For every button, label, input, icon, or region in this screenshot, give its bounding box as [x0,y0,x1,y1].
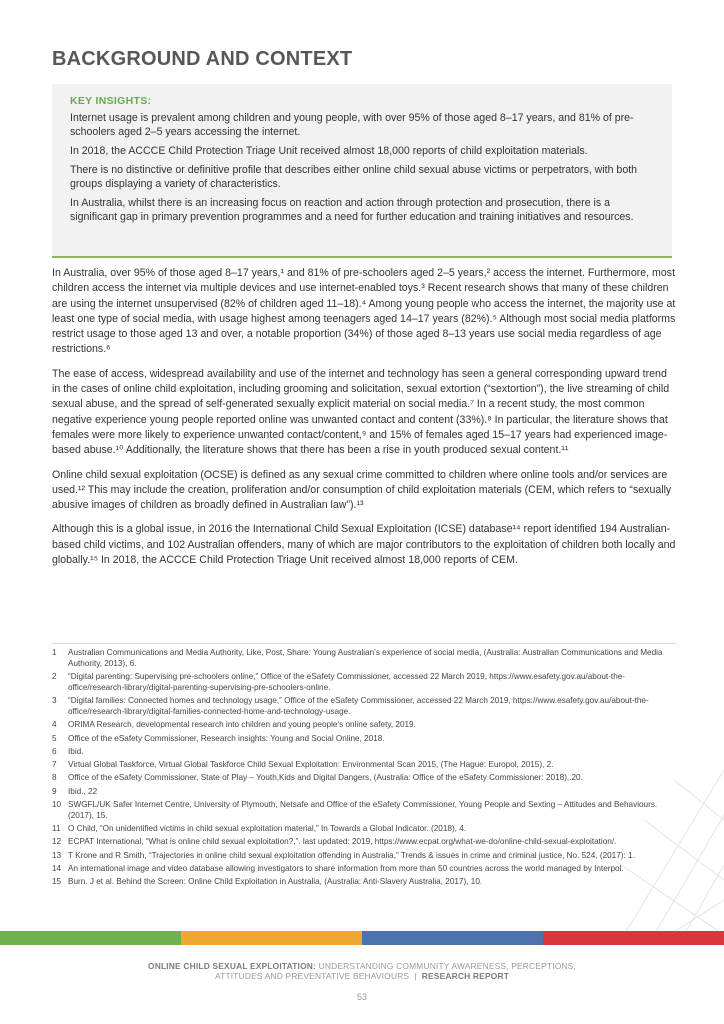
footnote-text: T Krone and R Smith, “Trajectories in online child sexual exploitation offending in Australia,” Trends & issues in crime and criminal justice, No. 524, (2017): 1. [68,850,635,860]
footnote [52,648,676,670]
footnote-text: ORIMA Research, developmental research into children and young people’s online safety, 2019. [68,720,416,730]
footnote-text: Office of the eSafety Commissioner, Research insights: Young and Social Online, 2018. [68,733,385,743]
footer-title-rest: UNDERSTANDING COMMUNITY AWARENESS, PERCEPTIONS, [318,961,576,971]
footnote-number: 4 [52,720,57,730]
footnote-number: 13 [52,850,62,860]
footnote-number: 10 [52,800,62,810]
footnote-number: 5 [52,733,57,743]
insight-item: In Australia, whilst there is an increasing focus on reaction and action through protection and prosecution, there is a significant gap in primary prevention programmes and a need for further education and training initiatives and resources. [70,197,634,223]
color-bar-blue [362,931,543,945]
insight-item: In 2018, the ACCCE Child Protection Triage Unit received almost 18,000 reports of child exploitation materials. [70,145,588,157]
footnote-text: O Child, “On unidentified victims in child sexual exploitation material,” In Towards a Global Indicator. (2018), 4. [68,824,467,834]
footnote [52,824,676,835]
footnote [52,720,676,731]
footnote-number: 1 [52,648,57,657]
footer-separator: | [414,971,417,981]
footnote [52,851,676,862]
footnote-number: 8 [52,773,57,783]
footnote-number: 6 [52,746,57,756]
key-insights-box [52,84,672,258]
footnote [52,787,676,798]
color-bar-green [0,931,181,945]
footnote-number: 9 [52,786,57,796]
footnote-text: Burn. J et al. Behind the Screen: Online Child Exploitation in Australia, (Australia: Anti-Slavery Australia, 2017), 10. [68,877,483,887]
page-title: BACKGROUND AND CONTEXT [52,48,353,70]
footnote [52,734,676,745]
footnote [52,747,676,758]
footnote-text: SWGFL/UK Safer Internet Centre, University of Plymouth, Netsafe and Office of the eSafety Commissioner, Young People and Sexting – Attitudes and Behaviours. (2017), 15. [68,800,658,820]
footnote-number: 7 [52,760,57,770]
footnote-number: 11 [52,824,61,834]
footnote [52,877,676,888]
footer-report-subtitle [0,971,724,981]
paragraph: Although this is a global issue, in 2016 the International Child Sexual Exploitation (ICSE) database¹⁴ report identified 194 Australian-based child victims, and 102 Australian offenders, many of which are major contributors to the exploitation of children both locally and globally.¹⁵ In 2018, the ACCCE Child Protection Triage Unit received almost 18,000 reports of CEM. [52,523,676,567]
footnote-text: Virtual Global Taskforce, Virtual Global Taskforce Child Sexual Exploitation: Environmental Scan 2015, (The Hague: Europol, 2015), 2. [68,760,554,770]
footnote-text: “Digital parenting: Supervising pre-schoolers online,” Office of the eSafety Commissioner, accessed 22 March 2019, https://www.esafety.gov.au/about-the-office/research-library/digital-parenting-supervising-pre-schoolers-online. [68,672,626,692]
footnotes [52,643,676,891]
footer-title-bold: ONLINE CHILD SEXUAL EXPLOITATION: [147,961,317,971]
footnote [52,696,676,718]
footnote [52,837,676,848]
footnote-number: 12 [52,837,62,847]
footnote [52,864,676,875]
footer-report-title [0,961,724,971]
color-bar-orange [181,931,362,945]
insight-item: There is no distinctive or definitive profile that describes either online child sexual abuse victims or perpetrators, with both groups displaying a variety of characteristics. [70,164,638,190]
footnote [52,672,676,694]
footnote-number: 14 [52,864,62,874]
paragraph: The ease of access, widespread availability and use of the internet and technology has seen a general corresponding upward trend in the cases of online child exploitation, including grooming and solicitation, sexual extortion (“sextortion”), the live streaming of child sexual abuse, and the spread of self-generated sexually explicit material on social media.⁷ In a recent study, the most common negative experience young people reported online was unwanted contact and content (33%).⁸ In particular, the literature shows that females were more likely to experience unwanted contact/content,⁹ and 15% of females aged 15–17 years had experienced image-based abuse.¹⁰ Additionally, the literature shows that there has been a rise in youth produced sexual content.¹¹ [52,367,670,457]
paragraph: Online child sexual exploitation (OCSE) is defined as any sexual crime committed to children where online tools and/or services are used.¹² This may include the creation, proliferation and/or consumption of child exploitation materials (CEM, which refers to “sexually abusive images of children as broadly defined in Australian law”).¹³ [52,468,672,512]
page-number: 53 [356,992,367,1002]
footnote [52,800,676,822]
color-bar [0,931,724,945]
key-insights-heading: KEY INSIGHTS: [70,95,152,107]
footnote-text: “Digital families: Connected homes and technology usage,” Office of the eSafety Commissioner, accessed 22 March 2019, https://www.esafety.gov.au/about-the-office/research-library/digital-families-connected-home-and-technology-usage. [68,696,649,716]
color-bar-red [543,931,724,945]
footnote-number: 2 [52,672,57,682]
footnote [52,773,676,784]
paragraph: In Australia, over 95% of those aged 8–17 years,¹ and 81% of pre-schoolers aged 2–5 years,² access the internet. Furthermore, most children access the internet via multiple devices and use internet-enabled toys.³ Recent research shows that many of these children are using the internet unsupervised (82% of children aged 11–18).⁴ Among young people who access the internet, the majority use at least one type of social media, with usage highest among teenagers aged 14–17 years (82%).⁵ Although most social media platforms restrict usage to those aged 13 and over, a notable proportion (34%) of those aged 8–13 years use social media regardless of age restrictions.⁶ [52,267,676,356]
footnote-text: ECPAT International, “What is online child sexual exploitation?,”. last updated: 2019, https://www.ecpat.org/what-we-do/online-child-sexual-exploitation/. [68,837,617,847]
body-text [52,266,676,577]
footnote-number: 3 [52,696,57,706]
footnote [52,760,676,771]
footer-line2: ATTITUDES AND PREVENTATIVE BEHAVIOURS [214,971,410,981]
footnote-text: An international image and video database allowing investigators to share information from more than 50 countries across the world managed by Interpol. [68,864,624,874]
footnote-text: Ibid., 22 [68,786,98,796]
insight-item: Internet usage is prevalent among children and young people, with over 95% of those aged 8–17 years, and 81% of pre-schoolers aged 2–5 years accessing the internet. [70,112,634,138]
decorative-line-pattern [614,760,724,935]
footnote-text: Australian Communications and Media Authority, Like, Post, Share: Young Australian’s experience of social media, (Australia: Australian Communications and Media Authority, 2013), 6. [68,648,663,668]
footer-doc-type: RESEARCH REPORT [421,971,510,981]
footnote-text: Office of the eSafety Commissioner, State of Play – Youth,Kids and Digital Dangers, (Australia: Office of the eSafety Commissioner: 2018),.20. [68,773,583,783]
footnote-number: 15 [52,877,62,887]
footnote-text: Ibid. [68,746,84,756]
